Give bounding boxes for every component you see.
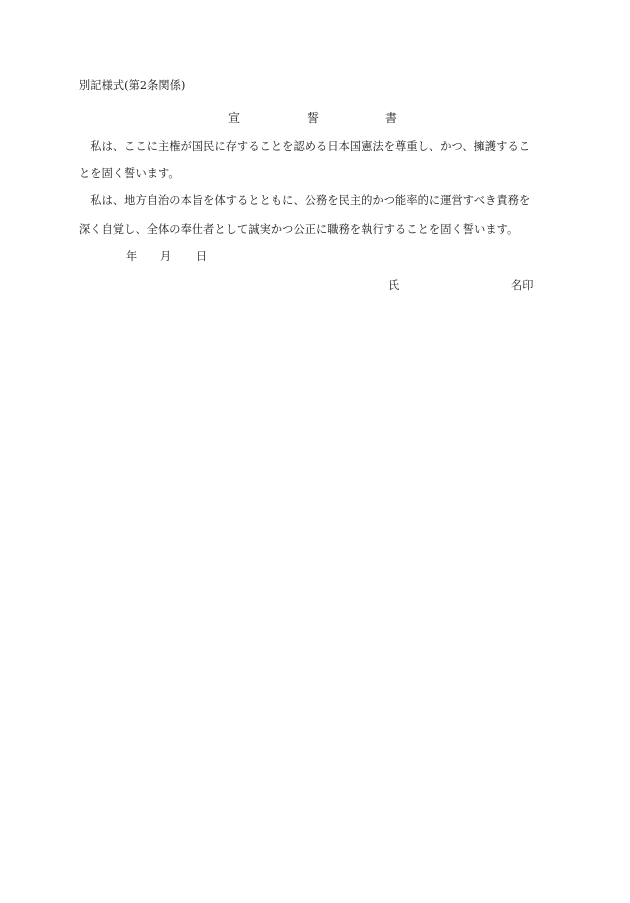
name-label-shi: 氏 — [388, 279, 400, 292]
date-year-label: 年 — [126, 250, 138, 263]
title-char-2: 誓 — [307, 111, 320, 125]
date-line — [0, 249, 630, 267]
date-day-label: 日 — [196, 250, 208, 263]
name-label-mei-seal: 名印 — [511, 279, 534, 292]
form-label: 別記様式(第2条関係) — [79, 79, 186, 92]
signature-line — [0, 278, 630, 296]
date-month-label: 月 — [160, 250, 172, 263]
paragraph-1-line-2: とを固く誓います。 — [79, 167, 180, 180]
title-char-3: 書 — [385, 111, 398, 125]
title-char-1: 宣 — [228, 111, 241, 125]
paragraph-1-line-1: 私は、ここに主権が国民に存することを認める日本国憲法を尊重し、かつ、擁護するこ — [79, 140, 531, 153]
paragraph-2-line-2: 深く自覚し、全体の奉仕者として誠実かつ公正に職務を執行することを固く誓います。 — [79, 223, 519, 236]
paragraph-2-line-1: 私は、地方自治の本旨を体するとともに、公務を民主的かつ能率的に運営すべき責務を — [79, 194, 531, 207]
document-title — [0, 110, 630, 128]
